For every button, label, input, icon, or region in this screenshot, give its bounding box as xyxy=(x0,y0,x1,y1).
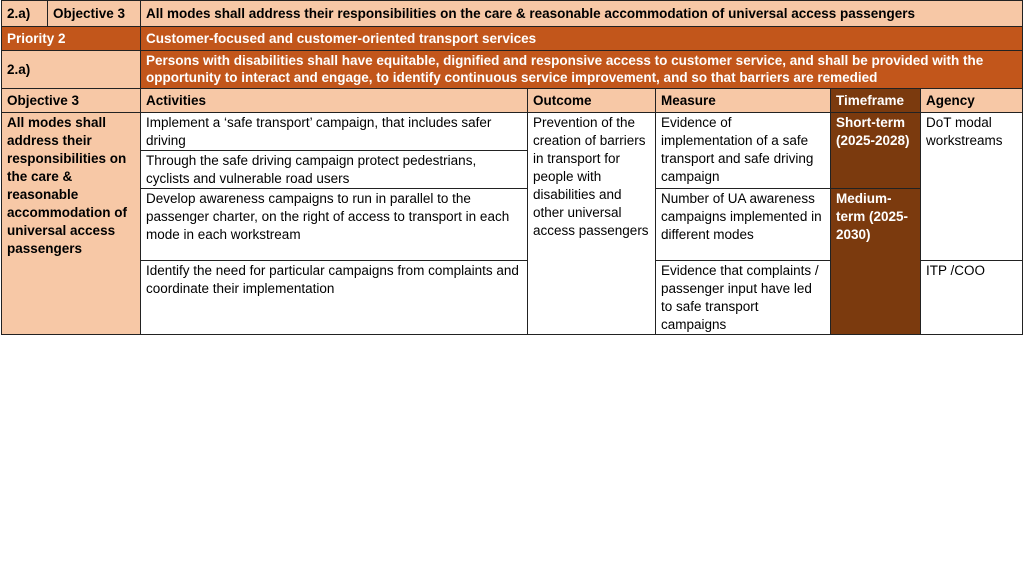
col-activities-header: Activities xyxy=(141,89,528,113)
col-measure-header: Measure xyxy=(656,89,831,113)
agency-cell: DoT modal workstreams xyxy=(921,113,1023,261)
sub-text: Persons with disabilities shall have equitable, dignified and responsive access to customer service, and shall be provided with the opportunity to interact and engage, to identify continuous service improvement, and so that barriers are remedied xyxy=(141,51,1023,89)
priority-label: Priority 2 xyxy=(2,27,141,51)
activity-cell: Implement a ‘safe transport’ campaign, that includes safer driving xyxy=(141,113,528,151)
col-objective-header: Objective 3 xyxy=(2,89,141,113)
measure-cell: Number of UA awareness campaigns implemented in different modes xyxy=(656,189,831,261)
header-table xyxy=(1,0,1023,27)
measure-cell: Evidence of implementation of a safe transport and safe driving campaign xyxy=(656,113,831,189)
timeframe-medium: Medium-term (2025-2030) xyxy=(831,189,921,335)
activity-cell: Identify the need for particular campaigns from complaints and coordinate their implementation xyxy=(141,261,528,335)
document-table-wrapper xyxy=(1,0,1023,335)
objective-body: All modes shall address their responsibilities on the care & reasonable accommodation of universal access passengers xyxy=(2,113,141,335)
objective-table xyxy=(1,88,1023,335)
col-outcome-header: Outcome xyxy=(528,89,656,113)
header-objective-label: Objective 3 xyxy=(48,1,141,27)
outcome-body: Prevention of the creation of barriers in transport for people with disabilities and other universal access passengers xyxy=(528,113,656,335)
header-objective-text: All modes shall address their responsibilities on the care & reasonable accommodation of universal access passengers xyxy=(141,1,1023,27)
agency-cell: ITP /COO xyxy=(921,261,1023,335)
measure-cell: Evidence that complaints / passenger input have led to safe transport campaigns xyxy=(656,261,831,335)
timeframe-short: Short-term (2025-2028) xyxy=(831,113,921,189)
sub-ref: 2.a) xyxy=(2,51,141,89)
header-ref: 2.a) xyxy=(2,1,48,27)
activity-cell: Develop awareness campaigns to run in parallel to the passenger charter, on the right of access to transport in each mode in each workstream xyxy=(141,189,528,261)
col-timeframe-header: Timeframe xyxy=(831,89,921,113)
priority-text: Customer-focused and customer-oriented transport services xyxy=(141,27,1023,51)
activity-cell: Through the safe driving campaign protect pedestrians, cyclists and vulnerable road users xyxy=(141,151,528,189)
col-agency-header: Agency xyxy=(921,89,1023,113)
priority-table xyxy=(1,26,1023,89)
